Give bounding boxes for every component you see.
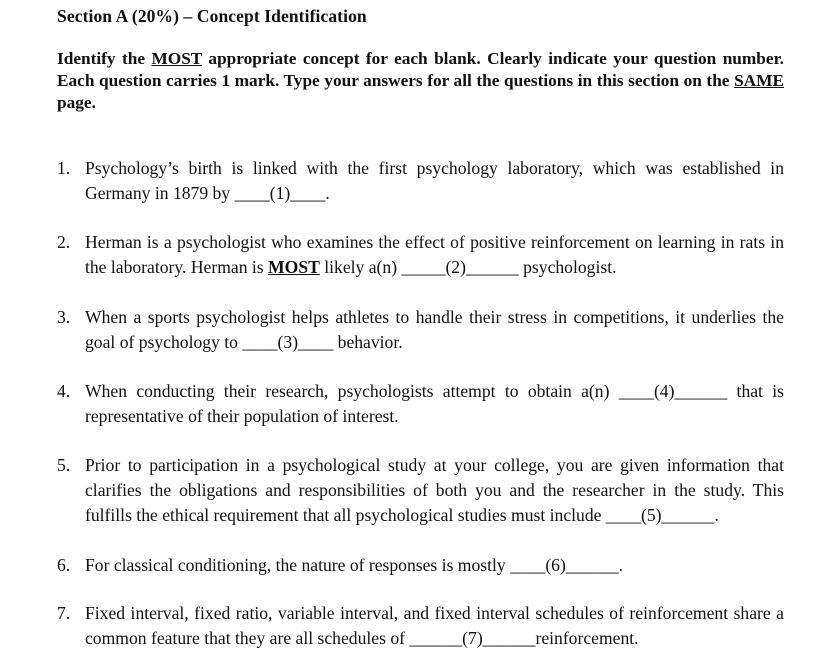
question-3 xyxy=(57,305,784,355)
question-number: 5. xyxy=(57,455,71,475)
instructions-text-part-3: page. xyxy=(57,93,96,112)
section-instructions xyxy=(57,48,784,114)
instructions-text-part-1: Identify the xyxy=(57,49,152,68)
question-7 xyxy=(57,601,784,651)
question-text xyxy=(85,379,784,429)
question-text-before: For classical conditioning, the nature of responses is mostly xyxy=(85,555,511,575)
question-text-after: behavior. xyxy=(333,332,403,352)
question-text xyxy=(85,553,784,578)
answer-blank-2: _____(2)______ xyxy=(401,257,519,277)
question-emphasis-most: MOST xyxy=(268,257,320,277)
question-text-before: Prior to participation in a psychological study at your college, you are given information that clarifies the obligations and responsibilities of both you and the researcher in the study. This fulfills the ethical requirement that all psychological studies must include xyxy=(85,455,784,525)
question-text-before: Fixed interval, fixed ratio, variable interval, and fixed interval schedules of reinforcement share a common feature that they are all schedules of xyxy=(85,603,784,648)
question-number: 4. xyxy=(57,381,71,401)
answer-blank-4: ____(4)______ xyxy=(618,381,728,401)
answer-blank-3: ____(3)____ xyxy=(242,332,334,352)
question-1 xyxy=(57,156,784,206)
answer-blank-7: ______(7)______ xyxy=(409,628,536,648)
question-6 xyxy=(57,553,784,578)
question-text xyxy=(85,156,784,206)
question-text xyxy=(85,305,784,355)
question-text xyxy=(85,453,784,528)
question-text-after: that is representative of their population of interest. xyxy=(85,381,784,426)
question-number: 7. xyxy=(57,603,71,623)
question-2 xyxy=(57,230,784,280)
question-text-after: . xyxy=(618,555,624,575)
answer-blank-1: ____(1)____ xyxy=(234,183,326,203)
question-text-after: . xyxy=(714,505,719,525)
question-4 xyxy=(57,379,784,429)
question-text xyxy=(85,601,784,651)
question-5 xyxy=(57,453,784,528)
question-text-after: reinforcement. xyxy=(535,628,639,648)
question-number: 3. xyxy=(57,307,71,327)
answer-blank-6: ____(6)______ xyxy=(510,555,619,575)
question-text-before: When a sports psychologist helps athletes to handle their stress in competitions, it underlies the goal of psychology to xyxy=(85,307,784,352)
question-text-after: . xyxy=(325,183,330,203)
instructions-emphasis-most: MOST xyxy=(151,49,203,68)
question-text-after: psychologist. xyxy=(518,257,617,277)
question-text-before: When conducting their research, psychologists attempt to obtain a(n) xyxy=(85,381,619,401)
instructions-emphasis-same: SAME xyxy=(734,71,784,90)
question-number: 6. xyxy=(57,555,71,575)
question-number: 2. xyxy=(57,232,71,252)
answer-blank-5: ____(5)______ xyxy=(605,505,715,525)
section-title: Section A (20%) – Concept Identification xyxy=(57,6,367,26)
instructions-text-part-2: appropriate concept for each blank. Clearly indicate your question number. Each question carries 1 mark. Type your answers for all the questions in this section on the xyxy=(57,49,784,90)
question-text xyxy=(85,230,784,280)
question-number: 1. xyxy=(57,158,71,178)
question-text-before: Psychology’s birth is linked with the first psychology laboratory, which was established in Germany in 1879 by xyxy=(85,158,784,203)
question-text-before: Herman is a psychologist who examines the effect of positive reinforcement on learning in rats in the laboratory. Herman is xyxy=(85,232,784,277)
question-text-middle: likely a(n) xyxy=(319,257,402,277)
